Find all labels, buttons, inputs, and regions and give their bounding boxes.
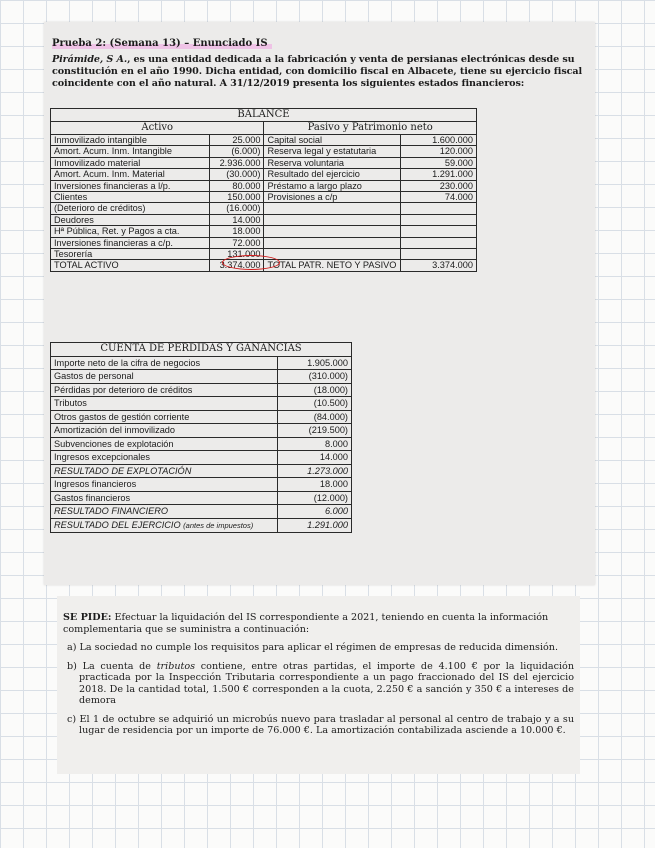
pyg-label: [51, 424, 278, 438]
item-emphasis: tributos: [156, 660, 196, 672]
pasivo-label: Reserva voluntaria: [264, 157, 401, 168]
pasivo-label: Capital social: [264, 135, 401, 146]
pyg-label-text: Gastos financieros: [54, 492, 131, 503]
pasivo-value: 3.374.000: [401, 260, 477, 271]
pyg-label: [51, 478, 278, 492]
pyg-row: [51, 410, 352, 424]
pyg-value: 1.291.000: [277, 518, 351, 533]
pyg-row: [51, 437, 352, 451]
pasivo-value: 120.000: [401, 146, 477, 157]
activo-label: Deudores: [51, 214, 210, 225]
balance-row: [51, 180, 477, 191]
pyg-label: [51, 437, 278, 451]
item-letter: b): [67, 660, 77, 672]
item-c: [63, 714, 574, 737]
pyg-label-text: Pérdidas por deterioro de créditos: [54, 384, 193, 395]
pyg-row: [51, 424, 352, 438]
balance-row: [51, 226, 477, 237]
pyg-label-text: Gastos de personal: [54, 371, 134, 381]
pyg-label-text: Otros gastos de gestión corriente: [54, 411, 190, 422]
item-text: La sociedad no cumple los requisitos para aplicar el régimen de empresas de reducida dimensión.: [79, 642, 559, 653]
activo-value: (16.000): [209, 203, 264, 214]
se-pide-text: Efectuar la liquidación del IS correspondiente a 2021, teniendo en cuenta la información complementaria que se suministra a continuación:: [63, 612, 549, 635]
item-letter: c): [67, 713, 77, 725]
pyg-value: (84.000): [277, 410, 351, 424]
pasivo-value: 74.000: [401, 192, 477, 203]
activo-label: Inmovilizado material: [51, 157, 210, 168]
pasivo-value: 59.000: [401, 157, 477, 168]
pyg-row: [51, 505, 352, 519]
balance-row: [51, 203, 477, 214]
pasivo-label: [264, 226, 401, 237]
pyg-value: 18.000: [277, 478, 351, 492]
pyg-label: [51, 518, 278, 533]
pasivo-value: 1.291.000: [401, 169, 477, 180]
pyg-label: [51, 464, 278, 478]
pyg-row: [51, 464, 352, 478]
balance-row: [51, 135, 477, 146]
intro-text: , es una entidad dedicada a la fabricación y venta de persianas electrónicas desde su constitución en el año 1990. Dicha entidad, con domicilio fiscal en Albacete, tiene su ejercicio fiscal coincidente con el año natural. A 31/12/2019 presenta los siguientes estados financieros:: [52, 54, 583, 89]
pasivo-label: [264, 203, 401, 214]
activo-label: Hª Pública, Ret. y Pagos a cta.: [51, 226, 210, 237]
se-pide-section: [57, 596, 580, 774]
pasivo-value: 1.600.000: [401, 135, 477, 146]
pyg-label-text: Amortización del inmovilizado: [54, 425, 176, 435]
pyg-label-text: RESULTADO FINANCIERO: [54, 506, 169, 516]
pyg-value: 6.000: [277, 505, 351, 519]
activo-value: (6.000): [209, 146, 264, 157]
pyg-label-text: RESULTADO DE EXPLOTACIÓN: [54, 465, 192, 476]
pyg-label: [51, 410, 278, 424]
balance-row: [51, 157, 477, 168]
activo-label: (Deterioro de créditos): [51, 203, 210, 214]
pyg-row: [51, 491, 352, 505]
pasivo-value: [401, 203, 477, 214]
activo-value: 72.000: [209, 237, 264, 248]
activo-value: 80.000: [209, 180, 264, 191]
balance-title: BALANCE: [51, 109, 477, 122]
item-a: [63, 642, 574, 654]
pyg-value: (310.000): [277, 370, 351, 384]
activo-value: 150.000: [209, 192, 264, 203]
pyg-value: (219.500): [277, 424, 351, 438]
pyg-label: [51, 397, 278, 411]
pyg-value: 1.273.000: [277, 464, 351, 478]
activo-label: Tesorería: [51, 249, 210, 260]
pyg-row: [51, 356, 352, 370]
activo-value: 3.374.000: [209, 260, 264, 271]
pyg-value: (18.000): [277, 383, 351, 397]
item-text-pre: La cuenta de: [82, 660, 157, 672]
pasivo-label: Reserva legal y estatutaria: [264, 146, 401, 157]
red-annotation-circle: [222, 255, 280, 270]
pyg-label-text: Subvenciones de explotación: [54, 438, 174, 449]
pasivo-value: [401, 249, 477, 260]
pyg-label: [51, 370, 278, 384]
pyg-table: [50, 342, 352, 533]
item-letter: a): [67, 642, 77, 653]
pyg-label-text: Importe neto de la cifra de negocios: [54, 357, 201, 368]
pyg-label: [51, 383, 278, 397]
activo-label: Inversiones financieras a c/p.: [51, 237, 210, 248]
activo-value: 131.000: [209, 249, 264, 260]
activo-value: (30.000): [209, 169, 264, 180]
pyg-value: 8.000: [277, 437, 351, 451]
pyg-label-text: RESULTADO DEL EJERCICIO: [54, 519, 181, 530]
activo-value: 14.000: [209, 214, 264, 225]
activo-header: Activo: [51, 122, 264, 135]
pasivo-label: [264, 214, 401, 225]
pyg-label: [51, 505, 278, 519]
pyg-row: [51, 451, 352, 465]
balance-row: [51, 237, 477, 248]
pasivo-value: [401, 214, 477, 225]
pyg-value: 1.905.000: [277, 356, 351, 370]
balance-table: [50, 108, 477, 272]
item-text: contiene, entre otras partidas, el importe de 4.100 € por la liquidación practicada por la Inspección Tributaria correspondiente a un pago fraccionado del IS del ejercicio 2018. De la cantidad total, 1.500 € corresponden a la cuota, 2.250 € a sanción y 350 € a intereses de demora: [79, 660, 574, 706]
pasivo-value: [401, 226, 477, 237]
pasivo-label: Resultado del ejercicio: [264, 169, 401, 180]
activo-value: 2.936.000: [209, 157, 264, 168]
activo-label: Inversiones financieras a l/p.: [51, 180, 210, 191]
activo-value: 18.000: [209, 226, 264, 237]
activo-label: Clientes: [51, 192, 210, 203]
pyg-label-note: (antes de impuestos): [183, 520, 254, 530]
pasivo-label: [264, 237, 401, 248]
activo-label: TOTAL ACTIVO: [51, 260, 210, 271]
pyg-label: [51, 491, 278, 505]
pyg-value: (12.000): [277, 491, 351, 505]
balance-row: [51, 192, 477, 203]
activo-label: Inmovilizado intangible: [51, 135, 210, 146]
pyg-value: 14.000: [277, 451, 351, 465]
balance-row: [51, 169, 477, 180]
pasivo-label: TOTAL PATR. NETO Y PASIVO: [264, 260, 401, 271]
se-pide-label: SE PIDE:: [63, 612, 112, 623]
balance-row: [51, 214, 477, 225]
pyg-row: [51, 518, 352, 533]
pasivo-label: [264, 249, 401, 260]
pyg-label-text: Ingresos excepcionales: [54, 452, 151, 462]
activo-label: Amort. Acum. Inm. Intangible: [51, 146, 210, 157]
item-b: [63, 661, 574, 707]
activo-value: 25.000: [209, 135, 264, 146]
intro-paragraph: [52, 54, 588, 90]
pyg-label-text: Tributos: [54, 398, 87, 408]
pyg-row: [51, 383, 352, 397]
pasivo-label: Provisiones a c/p: [264, 192, 401, 203]
pyg-row: [51, 478, 352, 492]
pyg-row: [51, 370, 352, 384]
activo-label: Amort. Acum. Inm. Material: [51, 169, 210, 180]
pasivo-label: Préstamo a largo plazo: [264, 180, 401, 191]
pasivo-value: [401, 237, 477, 248]
exam-sheet: [44, 22, 595, 585]
pyg-label-text: Ingresos financieros: [54, 479, 137, 489]
pyg-row: [51, 397, 352, 411]
pyg-title: CUENTA DE PÉRDIDAS Y GANANCIAS: [51, 343, 352, 357]
pasivo-header: Pasivo y Patrimonio neto: [264, 122, 477, 135]
se-pide-lead: [63, 612, 574, 635]
page-title: Prueba 2: (Semana 13) – Enunciado IS: [52, 38, 272, 49]
pyg-label: [51, 451, 278, 465]
item-text: El 1 de octubre se adquirió un microbús nuevo para trasladar al personal al centro de trabajo y a su lugar de residencia por un importe de 76.000 €. La amortización contabilizada asciende a 10.000 €.: [79, 713, 574, 736]
balance-row: [51, 146, 477, 157]
pyg-label: [51, 356, 278, 370]
pasivo-value: 230.000: [401, 180, 477, 191]
pyg-value: (10.500): [277, 397, 351, 411]
company-name: Pirámide, S A.: [52, 54, 128, 65]
